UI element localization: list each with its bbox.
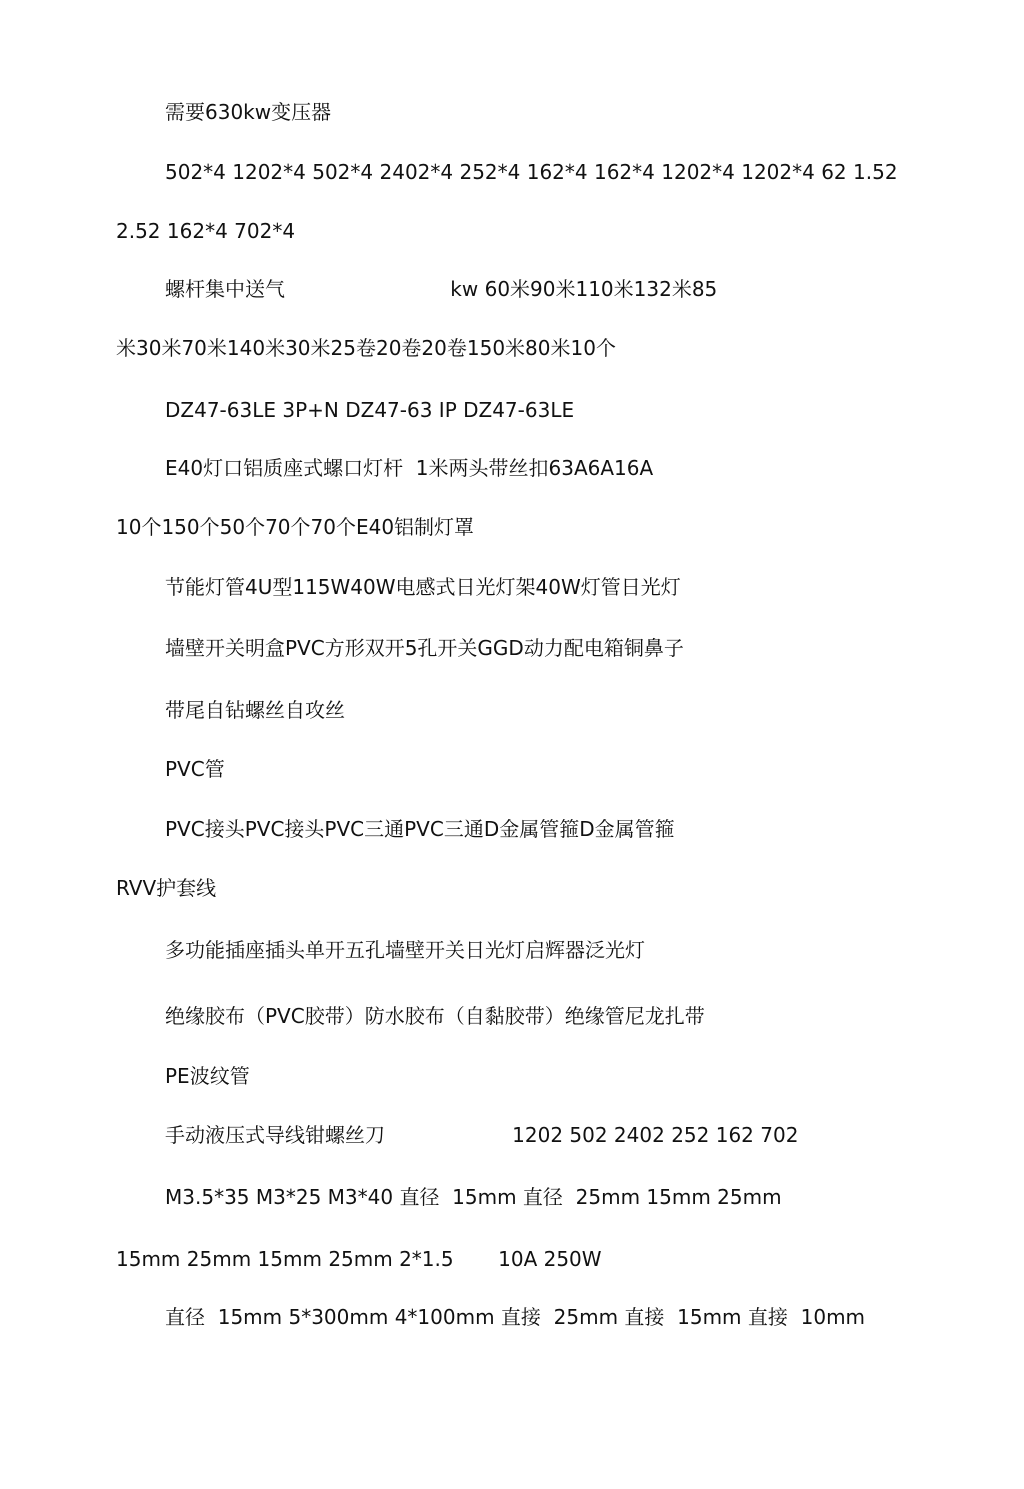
text-line-19: M3.5*35 M3*25 M3*40 直径 15mm 直径 25mm 15mm 25mm <box>165 1185 782 1209</box>
text-line-3: 2.52 162*4 702*4 <box>116 219 296 243</box>
text-line-4: 螺杆集中送气 kw 60米90米110米132米85 <box>165 277 718 301</box>
text-line-1: 需要630kw变压器 <box>165 100 332 124</box>
text-line-7: E40灯口铝质座式螺口灯杆 1米两头带丝扣63A6A16A <box>165 456 654 480</box>
text-line-6: DZ47-63LE 3P+N DZ47-63 IP DZ47-63LE <box>165 398 575 422</box>
text-line-16: 绝缘胶布（PVC胶带）防水胶布（自黏胶带）绝缘管尼龙扎带 <box>165 1004 705 1028</box>
text-line-18: 手动液压式导线钳螺丝刀 1202 502 2402 252 162 702 <box>165 1123 799 1147</box>
text-line-21: 直径 15mm 5*300mm 4*100mm 直接 25mm 直接 15mm 直接 10mm <box>165 1305 866 1329</box>
text-line-14: RVV护套线 <box>116 876 217 900</box>
text-line-9: 节能灯管4U型115W40W电感式日光灯架40W灯管日光灯 <box>165 575 681 599</box>
text-line-10: 墙壁开关明盒PVC方形双开5孔开关GGD动力配电箱铜鼻子 <box>165 636 684 660</box>
text-line-15: 多功能插座插头单开五孔墙壁开关日光灯启辉器泛光灯 <box>165 938 645 962</box>
text-line-12: PVC管 <box>165 757 225 781</box>
text-line-13: PVC接头PVC接头PVC三通PVC三通D金属管箍D金属管箍 <box>165 817 675 841</box>
text-line-2: 502*4 1202*4 502*4 2402*4 252*4 162*4 162*4 1202*4 1202*4 62 1.52 <box>165 160 898 184</box>
text-line-20: 15mm 25mm 15mm 25mm 2*1.5 10A 250W <box>116 1247 602 1271</box>
text-line-17: PE波纹管 <box>165 1064 250 1088</box>
text-line-5: 米30米70米140米30米25卷20卷20卷150米80米10个 <box>116 336 616 360</box>
text-line-8: 10个150个50个70个70个E40铝制灯罩 <box>116 515 475 539</box>
text-line-11: 带尾自钻螺丝自攻丝 <box>165 698 345 722</box>
